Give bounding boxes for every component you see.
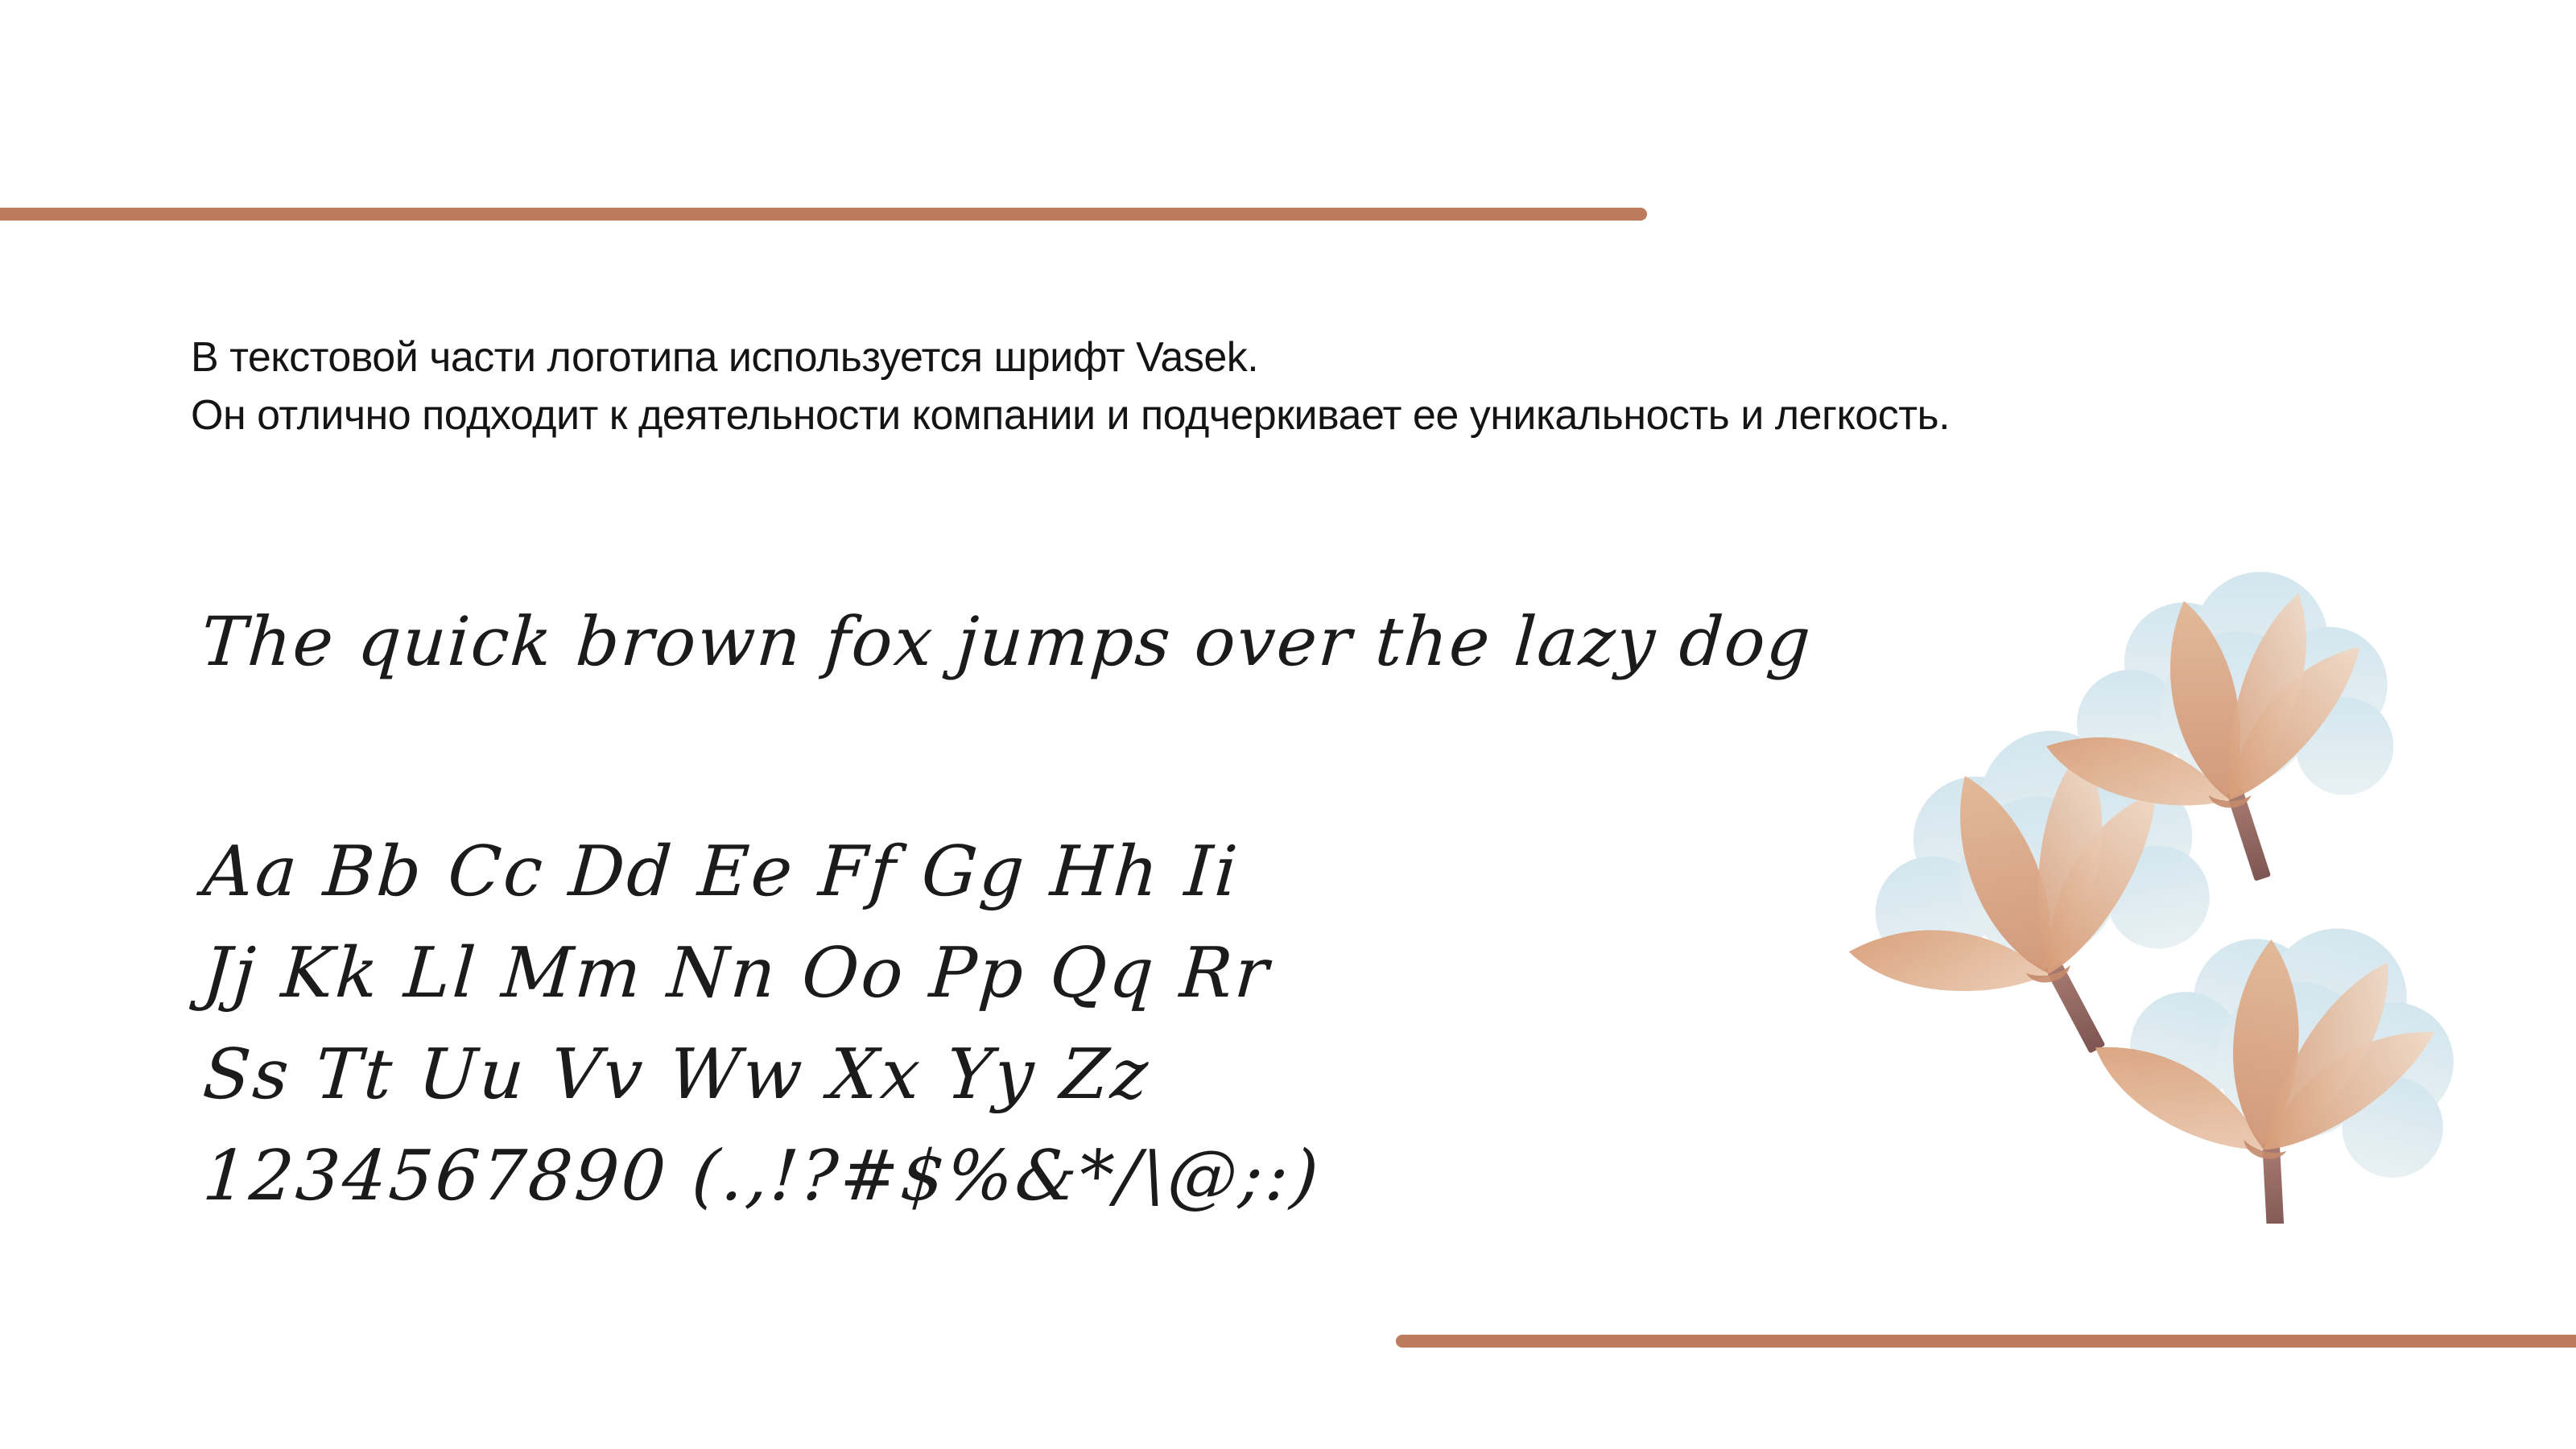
description-line-2: Он отлично подходит к деятельности компании и подчеркивает ее уникальность и легкость. — [191, 392, 1951, 439]
glyph-line-uppercase-s-z: Ss Tt Uu Vv Ww Xx Yy Zz — [200, 1034, 1153, 1115]
description-line-1: В текстовой части логотипа используется шрифт Vasek. — [191, 334, 1259, 381]
bottom-divider-line — [1396, 1335, 2576, 1348]
font-pangram-sample: The quick brown fox jumps over the lazy dog — [198, 602, 1815, 681]
glyph-line-digits-symbols: 1234567890 (.,!?#$%&*/\@;:) — [200, 1136, 1323, 1216]
font-description — [191, 328, 2203, 444]
font-glyph-specimen — [200, 821, 1323, 1227]
glyph-line-uppercase-j-r: Jj Kk Ll Mm Nn Oo Pp Qq Rr — [200, 933, 1274, 1013]
cotton-flowers-illustration — [1803, 515, 2576, 1224]
top-divider-line — [0, 208, 1647, 221]
glyph-line-uppercase-a-i: Aa Bb Cc Dd Ee Ff Gg Hh Ii — [200, 832, 1242, 912]
